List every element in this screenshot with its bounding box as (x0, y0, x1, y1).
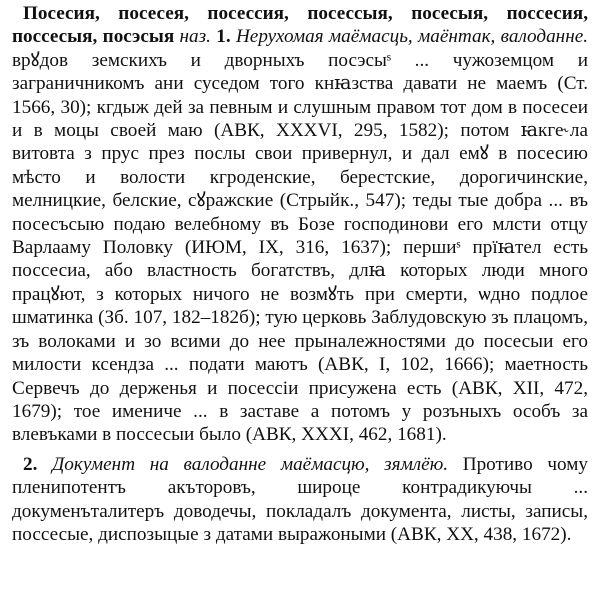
sense-citations-1: врꙋдов земскихъ и дворныхъ посэсыˢ ... чужоземцом и заграничникомъ ани суседом того кнꙗзства давати не маемъ (Ст. 1566, 30); кгдыж дей за певным и слушным правом тот дом в посесеи и в моцы своей маю (АВК, XXXVI, 295, 1582); потом ꙗкге˞ла витовта з прус през послы свои привернул, и дал емꙋ в посесию мѣсто и волости кгроденские, берестские, дорогичинские, мелницкие, белские, сꙋражские (Стрыйк., 547); теды тые добра ... въ посесъсыю подаю велебному въ Бозе господинови его млсти отцу Варлааму Половку (ИЮМ, IX, 316, 1637); першиˢ прїꙗтел есть поссесиа, або властность богатствъ, длꙗ которых люди много працꙋют, з которых ничого не возмꙋть при смерти, ѡдно подлое шматинка (Зб. 107, 182–182б); тую церковь Заблудовскую зъ плацомъ, зъ волоками и зо всими до нее прыналежностями до посесыи его милости ксендза ... подати маютъ (АВК, I, 102, 1666); маетность Сервечъ до держенья и посессіи присужена есть (АВК, XII, 472, 1679); тое имениче ... в заставе а потомъ у розъныхъ особъ за влевъками в поссесыи было (АВК, XXXI, 462, 1681). (12, 49, 588, 446)
sense-number-1: 1. (216, 26, 231, 48)
part-of-speech: наз. (179, 26, 211, 48)
sense-gloss-2: Документ на валоданне маёмасцю, зямлёю. (52, 453, 449, 475)
entry-headword: Посесия, посесея, посессия, посессыя, посесыя, поссесия, поссесыя, посэсыя (12, 3, 588, 48)
sense-gloss-1: Нерухомая маёмасць, маёнтак, валоданне. (235, 26, 589, 48)
sense-number-2: 2. (23, 453, 38, 475)
dictionary-entry-sense-1 (12, 2, 588, 447)
dictionary-entry-sense-2 (12, 453, 588, 547)
sense-citations-2: Противо чому пленипотентъ акъторовъ, широце контрадикуючы ... докуменъталитеръ доводечы, покладалъ документа, листы, записы, поссесые, диспозыцые з датами выражоными (АВК, XX, 438, 1672). (12, 453, 589, 545)
